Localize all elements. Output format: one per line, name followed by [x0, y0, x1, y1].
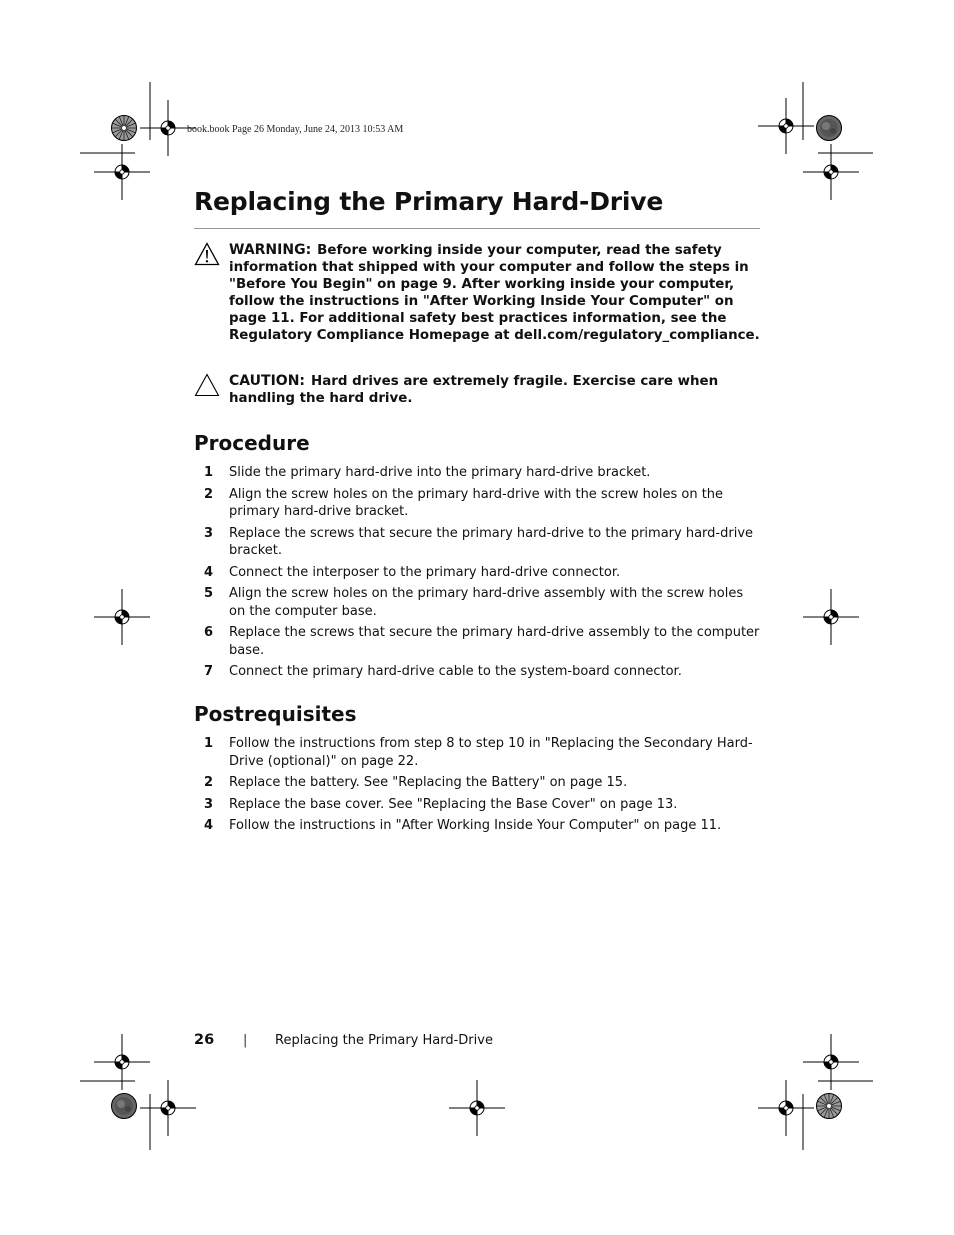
step-number: 7 [203, 664, 213, 679]
step-number: 4 [203, 564, 213, 580]
caution-triangle-icon [194, 373, 220, 397]
step-number: 3 [203, 525, 213, 541]
warning-triangle-icon [194, 242, 220, 266]
step-number: 2 [203, 486, 213, 502]
procedure-step [194, 624, 760, 659]
step-text: Connect the primary hard-drive cable to the system-board connector. [229, 664, 682, 679]
procedure-step [194, 486, 760, 521]
caution-notice [194, 373, 760, 407]
title-divider [194, 228, 760, 229]
caution-label: CAUTION: [229, 373, 306, 389]
procedure-step [194, 663, 760, 681]
warning-text-block [229, 242, 760, 344]
procedure-step [194, 525, 760, 560]
step-number: 1 [203, 465, 213, 480]
print-slug: book.book Page 26 Monday, June 24, 2013 10:53 AM [187, 124, 404, 135]
postrequisite-step [194, 774, 760, 792]
step-text: Align the screw holes on the primary hard-drive with the screw holes on the primary hard-drive bracket. [229, 486, 724, 519]
step-text: Connect the interposer to the primary hard-drive connector. [229, 564, 621, 580]
postrequisite-step [194, 735, 760, 770]
procedure-step [194, 564, 760, 582]
page-title: Replacing the Primary Hard-Drive [194, 187, 664, 216]
postrequisite-step [194, 796, 760, 814]
caution-text-block [229, 373, 760, 407]
caution-text: Hard drives are extremely fragile. Exercise care when handling the hard drive. [229, 374, 719, 406]
step-number: 2 [203, 775, 213, 790]
procedure-step [194, 585, 760, 620]
postrequisite-step [194, 817, 760, 835]
step-number: 1 [203, 736, 213, 751]
procedure-step [194, 464, 760, 482]
step-text: Follow the instructions from step 8 to step 10 in "Replacing the Secondary Hard-Drive (optional)" on page 22. [229, 736, 753, 769]
footer-separator: | [243, 1033, 248, 1048]
page-footer [194, 1032, 760, 1052]
postrequisites-heading: Postrequisites [194, 702, 357, 726]
step-text: Replace the battery. See "Replacing the Battery" on page 15. [229, 775, 628, 790]
warning-label: WARNING: [229, 242, 312, 258]
footer-section-title: Replacing the Primary Hard-Drive [275, 1033, 493, 1048]
step-text: Replace the screws that secure the primary hard-drive to the primary hard-drive bracket. [229, 525, 754, 558]
step-text: Align the screw holes on the primary hard-drive assembly with the screw holes on the computer base. [229, 586, 744, 619]
procedure-heading: Procedure [194, 431, 310, 455]
step-number: 4 [203, 818, 213, 833]
warning-text: Before working inside your computer, read the safety information that shipped with your computer and follow the steps in "Before You Begin" on page 9. After working inside your computer, follow the instructions in "After Working Inside Your Computer" on page 11. For additional safety best practices information, see the Regulatory Compliance Homepage at dell.com/regulatory_compliance. [229, 243, 760, 343]
step-text: Replace the base cover. See "Replacing the Base Cover" on page 13. [229, 796, 678, 812]
step-number: 5 [203, 586, 213, 601]
step-number: 3 [203, 796, 213, 812]
procedure-steps [194, 464, 760, 685]
step-text: Follow the instructions in "After Working Inside Your Computer" on page 11. [229, 818, 722, 833]
postrequisites-steps [194, 735, 760, 839]
step-text: Replace the screws that secure the primary hard-drive assembly to the computer base. [229, 625, 760, 658]
warning-notice [194, 242, 760, 344]
step-text: Slide the primary hard-drive into the primary hard-drive bracket. [229, 465, 651, 480]
page-number: 26 [194, 1032, 215, 1048]
step-number: 6 [203, 625, 213, 640]
